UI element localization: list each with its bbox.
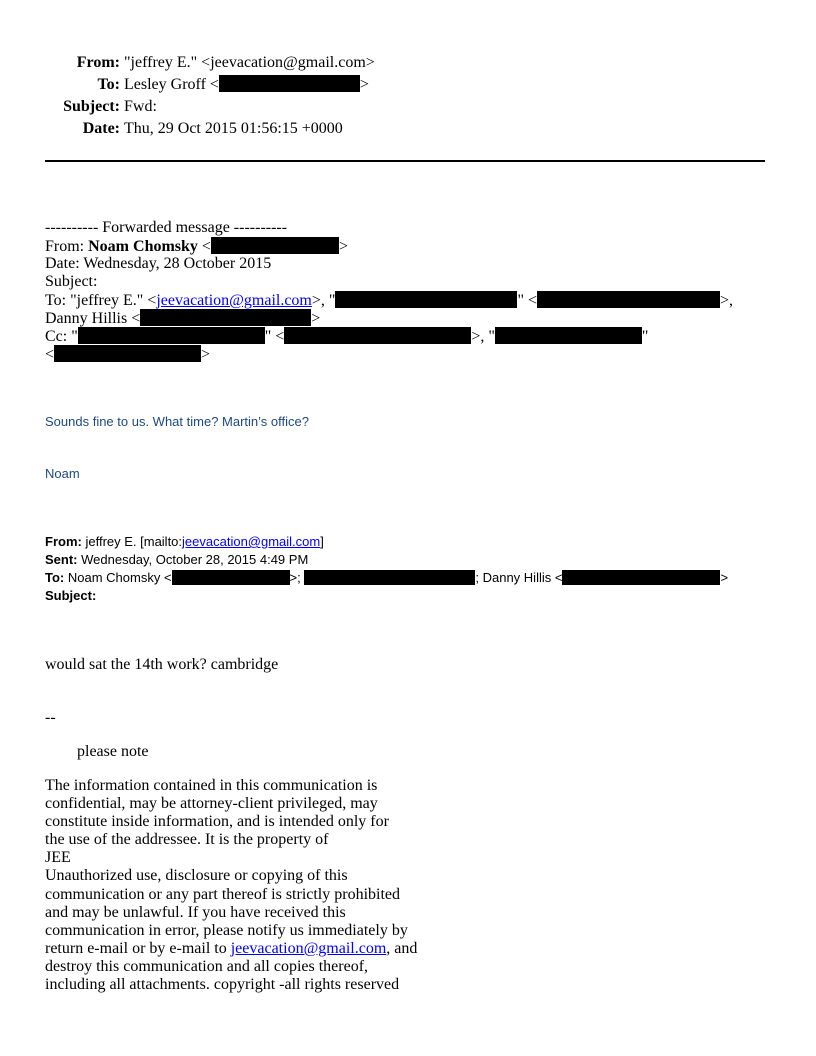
redaction-block xyxy=(78,327,265,344)
forwarded-danny-line xyxy=(45,309,320,328)
forwarded-to-email-link[interactable]: jeevacation@gmail.com xyxy=(156,292,312,309)
please-note: please note xyxy=(77,743,149,760)
forwarded-date: Date: Wednesday, 28 October 2015 xyxy=(45,255,272,272)
redaction-block xyxy=(495,327,642,344)
forwarded-from-label: From: xyxy=(45,238,89,255)
header-date-label: Date: xyxy=(82,120,120,137)
quoted-from-close: ] xyxy=(320,534,324,549)
signature-separator: -- xyxy=(45,709,56,726)
forwarded-cc2-line xyxy=(45,345,210,364)
quoted-from-value: jeffrey E. [mailto: xyxy=(81,534,183,549)
forwarded-danny-end: > xyxy=(311,310,321,327)
quoted-to-mid1: >; xyxy=(289,570,305,585)
quoted-to-value: Noam Chomsky < xyxy=(64,570,172,585)
header-from-label: From: xyxy=(76,54,120,71)
forwarded-cc-mid2: >, " xyxy=(471,328,495,345)
forwarded-from-name: Noam Chomsky xyxy=(88,238,198,255)
forwarded-subject: Subject: xyxy=(45,273,98,290)
quoted-from-line xyxy=(45,533,324,551)
forwarded-to-end: >, xyxy=(720,292,734,309)
disclaimer-line: communication in error, please notify us immediately by xyxy=(45,921,408,939)
forwarded-cc-mid1: " < xyxy=(264,328,285,345)
forwarded-from-close: > xyxy=(338,238,348,255)
header-from-value: "jeffrey E." <jeevacation@gmail.com> xyxy=(124,54,375,71)
header-to-close: > xyxy=(359,76,369,93)
header-to-value-wrap xyxy=(124,75,369,95)
disclaimer-line: the use of the addressee. It is the property of xyxy=(45,831,329,849)
redaction-block xyxy=(219,75,360,92)
forwarded-to-prefix: To: "jeffrey E." < xyxy=(45,292,157,309)
forwarded-danny-prefix: Danny Hillis < xyxy=(45,310,141,327)
quoted-sent-label: Sent: xyxy=(45,552,78,567)
forwarded-cc-prefix: Cc: " xyxy=(45,328,78,345)
disclaimer-line-prefix: return e-mail or by e-mail to xyxy=(45,939,231,957)
reply-body: Sounds fine to us. What time? Martin’s office? xyxy=(45,414,309,429)
disclaimer-line: constitute inside information, and is intended only for xyxy=(45,813,389,831)
quoted-subject-label: Subject: xyxy=(45,588,97,603)
header-subject-label: Subject: xyxy=(63,98,120,115)
forwarded-to-mid2: " < xyxy=(517,292,537,309)
forwarded-cc-line xyxy=(45,327,648,346)
header-subject-value: Fwd: xyxy=(124,98,157,115)
header-date-value: Thu, 29 Oct 2015 01:56:15 +0000 xyxy=(124,120,343,137)
disclaimer xyxy=(45,777,417,994)
forwarded-cc2-prefix: < xyxy=(45,346,55,363)
redaction-block xyxy=(140,309,311,326)
disclaimer-line: Unauthorized use, disclosure or copying of this xyxy=(45,867,348,885)
forwarded-to-line xyxy=(45,291,733,310)
header-divider xyxy=(45,160,765,162)
forwarded-banner: ---------- Forwarded message ---------- xyxy=(45,219,288,236)
message-body: would sat the 14th work? cambridge xyxy=(45,656,279,673)
disclaimer-line: and may be unlawful. If you have received this xyxy=(45,903,346,921)
redaction-block xyxy=(304,570,475,585)
redaction-block xyxy=(211,237,339,254)
forwarded-cc2-end: > xyxy=(201,346,211,363)
disclaimer-line: communication or any part thereof is strictly prohibited xyxy=(45,885,401,903)
forwarded-from-line xyxy=(45,237,348,256)
redaction-block xyxy=(537,291,720,308)
quoted-subject-line xyxy=(45,587,96,605)
redaction-block xyxy=(335,291,517,308)
quoted-to-end: > xyxy=(720,570,729,585)
header-to-value: Lesley Groff < xyxy=(124,76,219,93)
redaction-block xyxy=(54,345,201,362)
redaction-block xyxy=(284,327,471,344)
redaction-block xyxy=(172,570,290,585)
quoted-sent-value: Wednesday, October 28, 2015 4:49 PM xyxy=(77,552,309,567)
disclaimer-line: confidential, may be attorney-client privileged, may xyxy=(45,795,378,813)
disclaimer-line-suffix: , and xyxy=(386,939,418,957)
disclaimer-email-link[interactable]: jeevacation@gmail.com xyxy=(230,939,387,957)
quoted-sent-line xyxy=(45,551,308,569)
reply-signature: Noam xyxy=(45,466,80,481)
forwarded-cc-end: " xyxy=(641,328,649,345)
disclaimer-line xyxy=(45,940,417,958)
disclaimer-line: The information contained in this communication is xyxy=(45,777,378,794)
quoted-to-line xyxy=(45,569,728,587)
quoted-from-label: From: xyxy=(45,534,82,549)
quoted-from-email-link[interactable]: jeevacation@gmail.com xyxy=(182,534,321,549)
redaction-block xyxy=(562,570,720,585)
forwarded-from-open: < xyxy=(197,238,211,255)
header-to-label: To: xyxy=(97,76,120,93)
quoted-to-label: To: xyxy=(45,570,65,585)
disclaimer-line: JEE xyxy=(45,849,71,867)
forwarded-to-mid1: >, " xyxy=(311,292,336,309)
disclaimer-line: including all attachments. copyright -all rights reserved xyxy=(45,976,400,994)
disclaimer-line: destroy this communication and all copies thereof, xyxy=(45,957,369,975)
quoted-to-mid2: ; Danny Hillis < xyxy=(475,570,563,585)
